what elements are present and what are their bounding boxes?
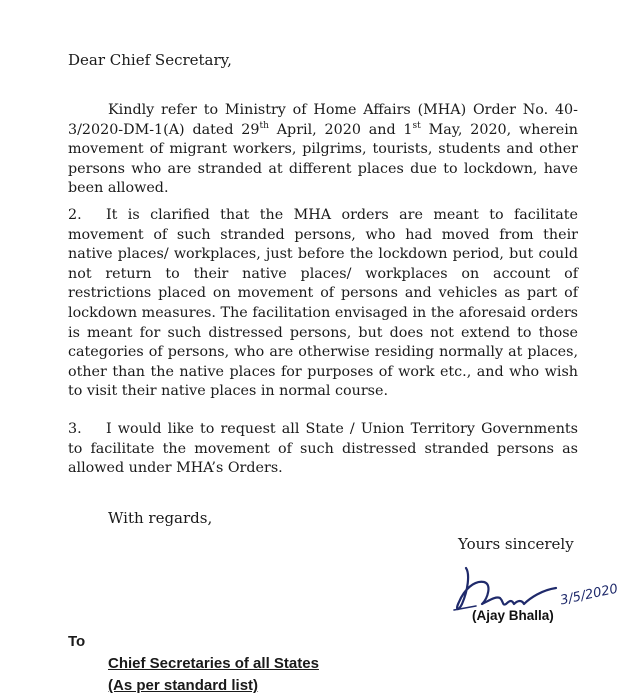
to-label: To	[68, 633, 86, 650]
ordinal-suffix-th: th	[259, 120, 269, 131]
recipient-line: (As per standard list)	[108, 677, 259, 694]
svg-text:3/5/2020: 3/5/2020	[559, 581, 620, 609]
recipient-line: Chief Secretaries of all States	[108, 655, 319, 672]
paragraph-3-number: 3.	[68, 421, 82, 437]
paragraph-1-text-a: Kindly refer to Ministry of Home Affairs (MHA) Order No. 40-3/2020-DM-1(A) dated 29	[68, 102, 578, 138]
closing: Yours sincerely	[458, 535, 574, 553]
paragraph-1	[68, 101, 578, 199]
ordinal-suffix-st: st	[412, 120, 421, 131]
paragraph-2-text: It is clarified that the MHA orders are meant to facilitate movement of such stranded persons, who had moved from their native places/ workplaces, just before the lockdown period, but could not return to their native places/ workplaces on account of restrictions placed on movement of persons and vehicles as part of lockdown measures. The facilitation envisaged in the aforesaid orders is meant for such distressed persons, but does not extend to those categories of persons, who are otherwise residing normally at places, other than the native places for purposes of work etc., and who wish to visit their native places in normal course.	[68, 207, 578, 400]
paragraph-3	[68, 420, 578, 479]
salutation: Dear Chief Secretary,	[68, 51, 232, 69]
signature-date	[559, 582, 619, 609]
paragraph-2	[68, 206, 578, 402]
regards: With regards,	[108, 509, 213, 527]
paragraph-2-number: 2.	[68, 207, 82, 223]
signer-name: (Ajay Bhalla)	[472, 608, 554, 623]
paragraph-3-text: I would like to request all State / Union Territory Governments to facilitate the movement of such distressed stranded persons as allowed under MHA’s Orders.	[68, 421, 578, 477]
paragraph-1-text-b: April, 2020 and 1	[268, 121, 413, 138]
paragraph-1-text-c: May, 2020, wherein movement of migrant workers, pilgrims, tourists, students and other persons who are stranded at different places due to lockdown, have been allowed.	[68, 121, 578, 197]
